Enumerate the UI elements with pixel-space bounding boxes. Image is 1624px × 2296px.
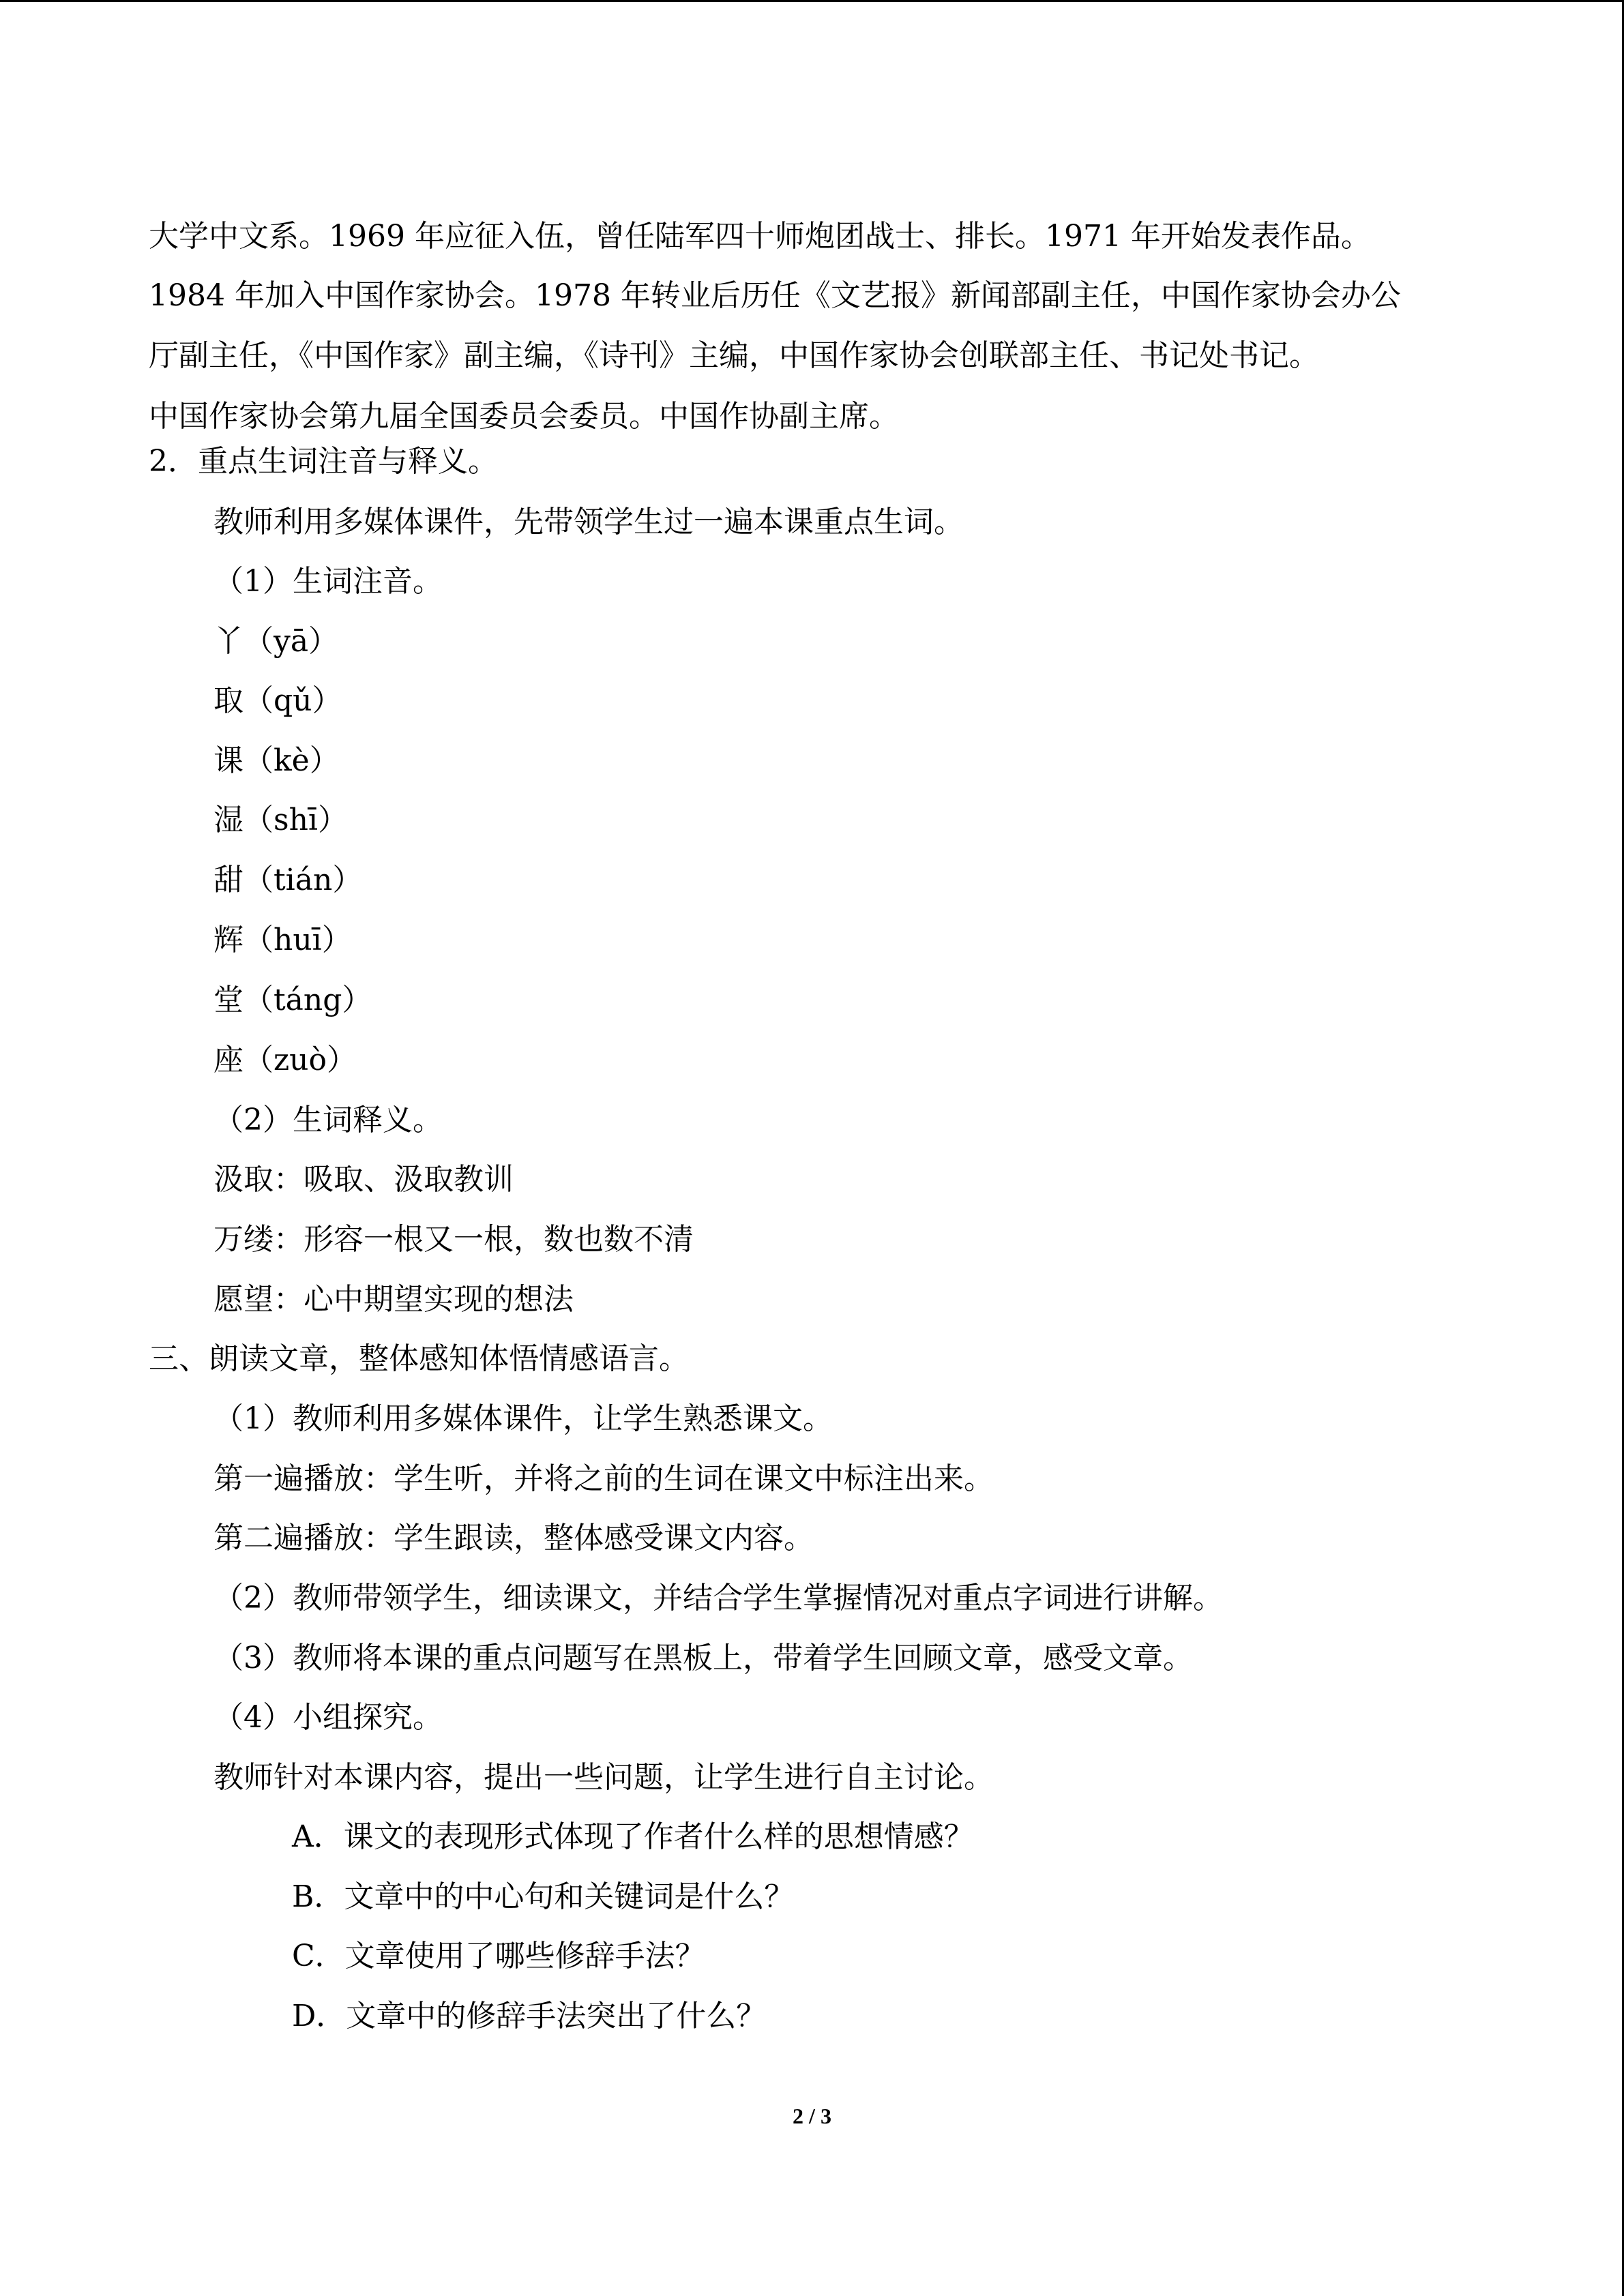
section-3-item: 第二遍播放：学生跟读，整体感受课文内容。 bbox=[213, 1521, 814, 1555]
bio-line: 厅副主任，《中国作家》副主编，《诗刊》主编，中国作家协会创联部主任、书记处书记。 bbox=[149, 338, 1319, 373]
pinyin-item: 辉（huī） bbox=[213, 923, 352, 957]
bio-line: 1984 年加入中国作家协会。1978 年转业后历任《文艺报》新闻部副主任，中国作家协会办公 bbox=[149, 278, 1401, 313]
pinyin-item: 丫（yā） bbox=[213, 624, 339, 659]
pinyin-item: 甜（tián） bbox=[213, 863, 363, 897]
section-2-heading: 2．重点生词注音与释义。 bbox=[149, 444, 498, 479]
meaning-item: 万缕：形容一根又一根，数也数不清 bbox=[213, 1222, 694, 1257]
discussion-question: C．文章使用了哪些修辞手法？ bbox=[292, 1939, 705, 1973]
pinyin-item: 堂（táng） bbox=[213, 983, 372, 1017]
bio-line: 大学中文系。1969 年应征入伍，曾任陆军四十师炮团战士、排长。1971 年开始发表作品。 bbox=[149, 219, 1371, 254]
pinyin-item: 课（kè） bbox=[213, 743, 340, 778]
section-3-item: （2）教师带领学生，细读课文，并结合学生掌握情况对重点字词进行讲解。 bbox=[213, 1581, 1223, 1615]
discussion-question: B．文章中的中心句和关键词是什么？ bbox=[292, 1879, 795, 1914]
page-number: 2 / 3 bbox=[793, 2104, 831, 2128]
bio-line: 中国作家协会第九届全国委员会委员。中国作协副主席。 bbox=[149, 399, 899, 434]
section-3-item: （4）小组探究。 bbox=[213, 1700, 443, 1735]
meaning-item: 汲取：吸取、汲取教训 bbox=[213, 1162, 514, 1197]
pinyin-item: 湿（shī） bbox=[213, 803, 348, 837]
section-2-intro: 教师利用多媒体课件，先带领学生过一遍本课重点生词。 bbox=[213, 505, 964, 539]
discussion-question: A．课文的表现形式体现了作者什么样的思想情感？ bbox=[292, 1819, 974, 1854]
pinyin-heading: （1）生词注音。 bbox=[213, 564, 443, 599]
section-3-item: （1）教师利用多媒体课件，让学生熟悉课文。 bbox=[213, 1401, 833, 1436]
discussion-question: D．文章中的修辞手法突出了什么？ bbox=[292, 1999, 767, 2033]
section-3-item: （3）教师将本课的重点问题写在黑板上，带着学生回顾文章，感受文章。 bbox=[213, 1641, 1193, 1675]
section-3-item: 教师针对本课内容，提出一些问题，让学生进行自主讨论。 bbox=[213, 1760, 994, 1795]
section-3-heading: 三、朗读文章，整体感知体悟情感语言。 bbox=[149, 1341, 689, 1376]
meaning-item: 愿望：心中期望实现的想法 bbox=[213, 1282, 574, 1317]
section-3-item: 第一遍播放：学生听，并将之前的生词在课文中标注出来。 bbox=[213, 1461, 994, 1496]
pinyin-item: 取（qǔ） bbox=[213, 683, 342, 718]
meaning-heading: （2）生词释义。 bbox=[213, 1103, 443, 1137]
pinyin-item: 座（zuò） bbox=[213, 1043, 357, 1077]
